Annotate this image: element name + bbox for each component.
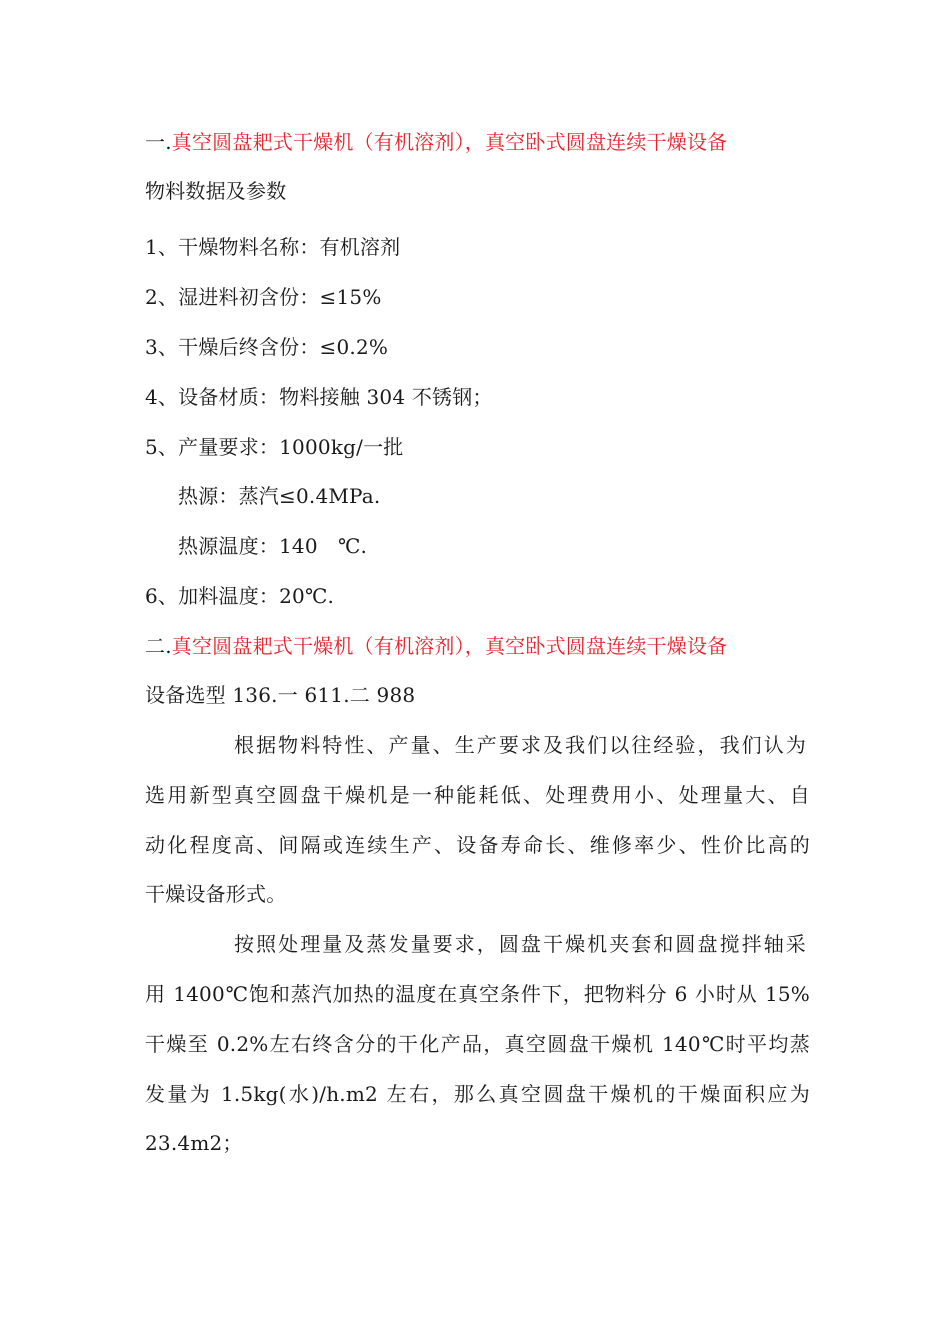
param-item-4: 4、设备材质：物料接触 304 不锈钢； — [145, 385, 493, 409]
param-heat-source: 热源：蒸汽≤0.4MPa. — [178, 484, 381, 508]
section2-subtitle: 设备选型 136.一 611.二 988 — [145, 683, 416, 707]
section1-heading — [145, 128, 810, 156]
param-item-6: 6、加料温度：20℃. — [145, 584, 335, 608]
section2-title: 真空圆盘耙式干燥机（有机溶剂），真空卧式圆盘连续干燥设备 — [171, 634, 728, 658]
paragraph2-line3: 干燥至 0.2%左右终含分的干化产品，真空圆盘干燥机 140℃时平均蒸 — [145, 1032, 810, 1056]
section1-prefix: 一. — [145, 130, 172, 154]
param-item-3: 3、干燥后终含份：≤0.2% — [145, 335, 389, 359]
paragraph1-line2: 选用新型真空圆盘干燥机是一种能耗低、处理费用小、处理量大、自 — [145, 783, 810, 807]
paragraph1-line1: 根据物料特性、产量、生产要求及我们以往经验，我们认为 — [234, 733, 806, 757]
param-item-2: 2、湿进料初含份：≤15% — [145, 285, 382, 309]
paragraph2-line4: 发量为 1.5kg(水)/h.m2 左右，那么真空圆盘干燥机的干燥面积应为 — [145, 1082, 810, 1106]
section1-title: 真空圆盘耙式干燥机（有机溶剂），真空卧式圆盘连续干燥设备 — [171, 130, 728, 154]
paragraph2-line1: 按照处理量及蒸发量要求，圆盘干燥机夹套和圆盘搅拌轴采 — [234, 932, 806, 956]
paragraph1-line3: 动化程度高、间隔或连续生产、设备寿命长、维修率少、性价比高的 — [145, 833, 810, 857]
section2-heading — [145, 632, 810, 660]
section1-subtitle: 物料数据及参数 — [145, 179, 287, 203]
paragraph2-line2: 用 1400℃饱和蒸汽加热的温度在真空条件下，把物料分 6 小时从 15% — [145, 982, 810, 1006]
paragraph2-line5: 23.4m2； — [145, 1131, 243, 1155]
param-item-5: 5、产量要求：1000kg/一批 — [145, 435, 404, 459]
section2-prefix: 二. — [145, 634, 172, 658]
param-heat-temp: 热源温度：140 ℃. — [178, 534, 368, 558]
paragraph1-line4: 干燥设备形式。 — [145, 882, 287, 906]
param-item-1: 1、干燥物料名称：有机溶剂 — [145, 235, 401, 259]
